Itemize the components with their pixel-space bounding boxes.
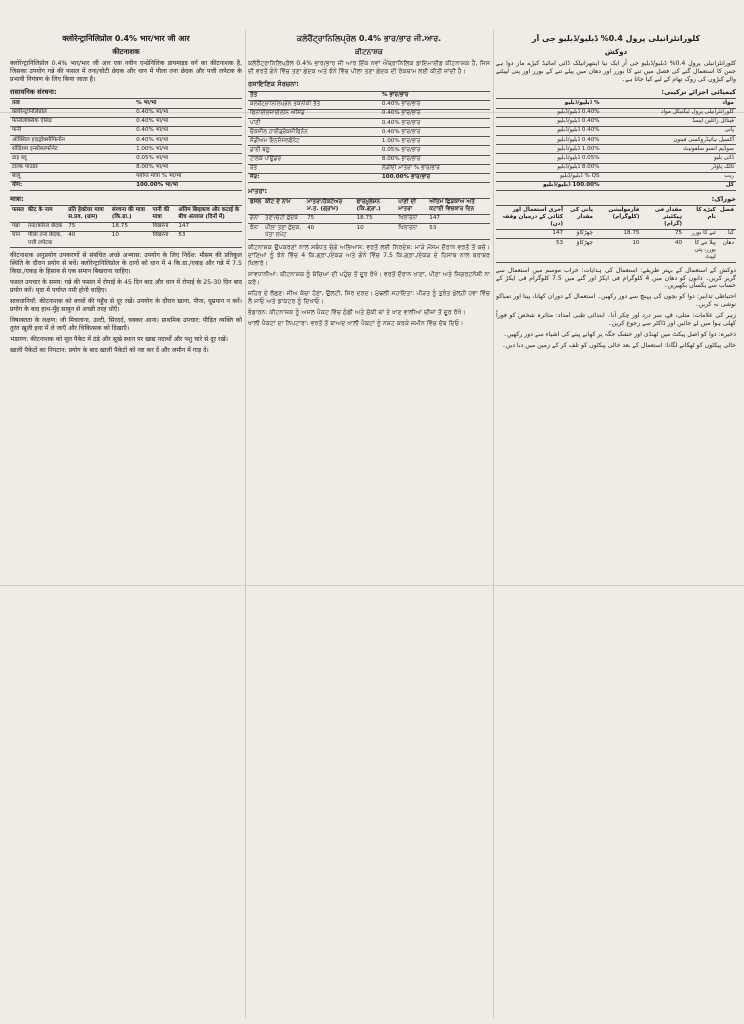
table-header-cell: ਮਾਤਰਾ/ਹੈਕਟੇਅਰ ਮ.ਤ. (ਗ੍ਰਾਮ) [305, 198, 355, 214]
table-header-cell: अंतिम छिड़काव और कटाई के बीच अंतराल (दिनों में) [176, 206, 242, 222]
table-row [248, 137, 490, 146]
table-cell: 0.40% ڈبلیو/ڈبلیو [496, 136, 602, 145]
table-cell: ਫਿਨਾਈਲਜ਼ਾਈਲੀਨ ਐਸਿਡ [248, 109, 380, 118]
table-cell: 0.05% ڈبلیو/ڈبلیو [496, 154, 602, 163]
table-cell: 0.40% भा/भा [134, 117, 242, 126]
table-row [10, 222, 242, 231]
body-paragraph: ذخیرہ: دوا کو اصل پیکٹ میں ٹھنڈی اور خشک جگہ پر کھانے پینے کی اشیاء سے دور رکھیں۔ [503, 331, 736, 339]
table-cell: 0.05% ਭਾਰ/ਭਾਰ [380, 146, 490, 155]
table-header-cell: مقدار فی ہیکٹیئر (گرام) [641, 206, 684, 229]
table-header-cell: فصل [718, 206, 736, 229]
table-row [248, 224, 490, 240]
table-row [10, 145, 242, 154]
table-cell: 75 [305, 214, 355, 223]
table-row [496, 239, 736, 262]
table-row [10, 154, 242, 163]
body-paragraph: कीटनाशक अनुप्रयोग उपकरणों से संबंधित अच्छे अभ्यास: उपयोग के लिए निर्देश: मौसम की प्रतिकूल स्थिति के दौरान प्रयोग से बचें। क्लोरेन्ट्रानिलिप्रोल के दानों को धान में 4 कि.ग्रा./एकड़ और गन्ने में 7.5 किग्रा./एकड़ के हिसाब से एक समान बिखराना चाहिए। [10, 252, 242, 276]
table-header-row [248, 91, 490, 100]
table-cell: ٹالک پاؤڈر [602, 163, 736, 172]
body-paragraph: ਖਾਲੀ ਪੈਕਟਾਂ ਦਾ ਨਿਪਟਾਰਾ: ਵਰਤੋਂ ਤੋਂ ਬਾਅਦ ਖਾਲੀ ਪੈਕਟਾਂ ਨੂੰ ਨਸ਼ਟ ਕਰਕੇ ਜ਼ਮੀਨ ਵਿੱਚ ਦੱਬ ਦਿਓ। [248, 319, 464, 327]
table-header-row [496, 99, 736, 108]
table-header-cell: % भा/भा [134, 99, 242, 108]
table-cell: 75 [66, 222, 110, 231]
table-cell: 0.05% भा/भा [134, 154, 242, 163]
table-row [496, 172, 736, 181]
table-cell: क्लोरेन्ट्रानिलिप्रोल [10, 108, 134, 117]
table-header-cell: ਤੱਤ [248, 91, 380, 100]
body-paragraph: دوکش کے استعمال کے بہتر طریقے: استعمال کی ہدایات: خراب موسم میں استعمال سے گریز کریں۔ دانوں کو دھان میں 4 کلوگرام فی ایکڑ اور گنے میں 7.5 کلوگرام فی ایکڑ کے حساب سے یکساں بکھیریں۔ [496, 266, 736, 290]
punjabi-column [248, 34, 490, 1018]
table-header-cell: फसल [10, 206, 26, 222]
body-paragraph: विषाक्तता के लक्षण: जी मिचलाना, उल्टी, सिरदर्द, चक्कर आना। प्राथमिक उपचार: पीड़ित व्यक्ति को तुरंत खुली हवा में ले जाएँ और चिकित्सक को दिखाएँ। [10, 316, 242, 332]
table-cell: 0.40% ڈبلیو/ڈبلیو [496, 117, 602, 126]
table-cell: बालू [10, 172, 134, 181]
column-title: क्लोरेन्ट्रानिलिप्रोल 0.4% भार/भार जी आर [62, 34, 190, 43]
table-cell: ਗੰਨਾ [248, 214, 263, 223]
table-header-cell: ਅੰਤਿਮ ਛਿੜਕਾਅ ਅਤੇ ਕਟਾਈ ਵਿਚਕਾਰ ਦਿਨ [427, 198, 490, 214]
table-cell: 8.00% भा/भा [134, 163, 242, 172]
column-divider [493, 30, 494, 1018]
body-paragraph: सावधानियाँ: कीटनाशक को बच्चों की पहुँच से दूर रखें। उपयोग के दौरान खाना, पीना, धूम्रपान न करें। प्रयोग के बाद हाथ-मुँह साबुन से अच्छी तरह धोएँ। [10, 297, 242, 313]
column-subtitle: دوکش [604, 47, 628, 56]
dosage-table [248, 198, 490, 241]
table-header-cell: संरचना की मात्रा (कि.ग्रा.) [110, 206, 151, 222]
body-paragraph: زہر کی علامات: متلی، قے، سر درد اور چکر آنا۔ ابتدائی طبی امداد: متاثرہ شخص کو فوراً کھلی ہوا میں لے جائیں اور ڈاکٹر سے رجوع کریں۔ [496, 312, 736, 328]
table-row [248, 119, 490, 128]
table-cell: 0.40% ਭਾਰ/ਭਾਰ [380, 128, 490, 137]
table-cell: ਸੋਡੀਅਮ ਇਨਸੋਸਲਫੋਨੇਟ [248, 137, 380, 146]
table-cell: पर्याप्त मात्रा % भा/भा [134, 172, 242, 181]
table-cell: 147 [176, 222, 242, 231]
table-cell: 40 [305, 224, 355, 240]
table-cell: ਖਿਲਾਰਨਾ [396, 214, 427, 223]
table-row [496, 108, 736, 117]
table-total-row [248, 173, 490, 182]
table-cell: 147 [427, 214, 490, 223]
table-header-cell: ਪਾਣੀ ਦੀ ਮਾਤਰਾ [396, 198, 427, 214]
table-cell: 40 [641, 239, 684, 262]
body-paragraph: ਕੀਟਨਾਸ਼ਕ ਉਪਕਰਣਾਂ ਨਾਲ ਸਬੰਧਤ ਚੰਗੇ ਅਭਿਆਸ: ਵਰਤੋਂ ਲਈ ਨਿਰਦੇਸ਼: ਮਾੜੇ ਮੌਸਮ ਦੌਰਾਨ ਵਰਤੋਂ ਤੋਂ ਬਚੋ। ਦਾਣਿਆਂ ਨੂੰ ਝੋਨੇ ਵਿੱਚ 4 ਕਿ.ਗ੍ਰਾ./ਏਕੜ ਅਤੇ ਗੰਨੇ ਵਿੱਚ 7.5 ਕਿ.ਗ੍ਰਾ./ਏਕੜ ਦੇ ਹਿਸਾਬ ਨਾਲ ਬਰਾਬਰ ਖਿਲਾਰੋ। [248, 244, 490, 268]
table-row [496, 126, 736, 135]
table-cell: 40 [66, 231, 110, 247]
intro-paragraph: ਕਲੋਰੈਂਟ੍ਰਾਨਿਲਿਪ੍ਰੋਲ 0.4% ਭਾਰ/ਭਾਰ ਜੀ ਆਰ ਇੱਕ ਨਵਾਂ ਐਂਥ੍ਰਾਨਿਲਿਕ ਡਾਇਮਾਈਡ ਕੀਟਨਾਸ਼ਕ ਹੈ, ਜਿਸ ਦੀ ਵਰਤੋਂ ਗੰਨੇ ਵਿੱਚ ਤਣਾ ਛੇਦਕ ਅਤੇ ਝੋਨੇ ਵਿੱਚ ਪੀਲਾ ਤਣਾ ਛੇਦਕ ਦੀ ਰੋਕਥਾਮ ਲਈ ਕੀਤੀ ਜਾਂਦੀ ਹੈ। [248, 60, 490, 76]
hindi-column [10, 34, 242, 1018]
table-cell: 0.40% ਭਾਰ/ਭਾਰ [380, 109, 490, 118]
table-cell: ریت [602, 172, 736, 181]
table-cell: फेनिलिक्सिक ऐसिड [10, 117, 134, 126]
table-header-cell: مواد [602, 99, 736, 108]
table-cell: 100.00% ڈبلیو/ڈبلیو [496, 181, 602, 190]
table-cell: विखरना [151, 231, 177, 247]
table-cell: 0.40% भा/भा [134, 126, 242, 135]
table-cell: 10 [110, 231, 151, 247]
table-header-cell: कीट के नाम [26, 206, 66, 222]
table-cell: योग: [10, 181, 134, 190]
table-cell: ਡਾਈ ਬਲੂ [248, 146, 380, 155]
table-cell: ਤਣਾ/ਚੋਟੀ ਛੇਦਕ [263, 214, 305, 223]
composition-heading: रासायनिक संरचना: [10, 88, 57, 97]
table-row [10, 136, 242, 145]
table-cell: 10 [355, 224, 397, 240]
table-cell: ਰੇਤ [248, 164, 380, 173]
table-cell: ਕਲੋਰੈਂਟ੍ਰਾਨਿਲਿਪ੍ਰੋਲ ਤਕਨੀਕੀ ਤੱਤ [248, 100, 380, 109]
table-header-cell: پانی کی مقدار [565, 206, 595, 229]
body-paragraph: खाली पैकेटों का निपटान: प्रयोग के बाद खाली पैकेटों को नष्ट कर दें और जमीन में गाड़ दें। [10, 346, 209, 354]
table-header-cell: آخری استعمال اور کٹائی کے درمیان وقفہ (دن) [496, 206, 565, 229]
table-row [10, 231, 242, 247]
table-row [248, 100, 490, 109]
table-cell: ਓਕਸੀਲ ਹਾਈਡ੍ਰੋਕਸੀਫਿਨੋਨ [248, 128, 380, 137]
composition-heading: کیمیائی اجزائے ترکیبی: [661, 88, 736, 97]
table-header-cell: प्रति हेक्टेयर मात्रा स.प्रव. (ग्राम) [66, 206, 110, 222]
dosage-heading: मात्रा: [10, 195, 24, 204]
table-row [10, 126, 242, 135]
composition-table [496, 98, 736, 191]
dosage-table [496, 205, 736, 262]
body-paragraph: ਜ਼ਹਿਰ ਦੇ ਲੱਛਣ: ਜੀਅ ਕੱਚਾ ਹੋਣਾ, ਉਲਟੀ, ਸਿਰ ਦਰਦ। ਮੁੱਢਲੀ ਸਹਾਇਤਾ: ਪੀੜਤ ਨੂੰ ਤੁਰੰਤ ਖੁੱਲ੍ਹੀ ਹਵਾ ਵਿੱਚ ਲੈ ਜਾਓ ਅਤੇ ਡਾਕਟਰ ਨੂੰ ਦਿਖਾਓ। [248, 290, 490, 305]
table-cell: 0.40% ڈبلیو/ڈبلیو [496, 108, 602, 117]
table-cell: چھڑکاؤ [565, 229, 595, 238]
table-row [248, 146, 490, 155]
table-cell: گنا [718, 229, 736, 238]
table-cell: 18.75 [595, 229, 642, 238]
table-cell: 0.40% ਭਾਰ/ਭਾਰ [380, 100, 490, 109]
dosage-heading: ਮਾਤਰਾ: [248, 187, 268, 196]
table-cell: ਖਿਲਾਰਨਾ [396, 224, 427, 240]
table-cell: پانی [602, 126, 736, 135]
dosage-table [10, 205, 242, 248]
table-cell: 147 [496, 229, 565, 238]
table-header-row [10, 99, 242, 108]
table-cell: 53 [427, 224, 490, 240]
table-cell: سوڈیم انسو سلفونیٹ [602, 145, 736, 154]
table-cell: ਲੋੜੀਂਦੀ ਮਾਤਰਾ % ਭਾਰ/ਭਾਰ [380, 164, 490, 173]
table-row [10, 108, 242, 117]
body-paragraph: भंडारण: कीटनाशक को मूल पैकेट में ठंडे और सूखे स्थान पर खाद्य पदार्थों और पशु चारे से दूर रखें। [10, 335, 228, 343]
table-row [496, 136, 736, 145]
table-cell: ਪੀਲਾ ਤਣਾ ਛੇਦਕ, ਪੱਤਾ ਲਪੇਟ [263, 224, 305, 240]
column-title: کلورانٹرانیلی پرول 0.4% ڈبلیو/ڈبلیو جی آر [531, 34, 701, 43]
table-header-row [10, 206, 242, 222]
table-header-cell: पानी की मात्रा [151, 206, 177, 222]
body-paragraph: फसल उपचार के समय: गन्ने की फसल में रोपाई के 45 दिन बाद और धान में रोपाई के 25-30 दिन बाद प्रयोग करें। मृदा में पर्याप्त नमी होनी चाहिए। [10, 279, 242, 294]
table-header-cell: तत्व [10, 99, 134, 108]
table-cell: 0.40% ਭਾਰ/ਭਾਰ [380, 119, 490, 128]
table-row [10, 163, 242, 172]
composition-heading: ਰਸਾਇਣਿਕ ਸੰਰਚਨਾ: [248, 80, 299, 89]
table-cell: آکسیل ہائیڈروکسی فینون [602, 136, 736, 145]
table-cell: دھان [718, 239, 736, 262]
table-cell: چھڑکاؤ [565, 239, 595, 262]
body-paragraph: خالی پیکٹوں کو ٹھکانے لگانا: استعمال کے بعد خالی پیکٹوں کو تلف کر کے زمین میں دبا دیں۔ [502, 342, 736, 350]
table-cell: ਝੋਨਾ [248, 224, 263, 240]
table-cell: 10 [595, 239, 642, 262]
table-header-cell: فارمولیشن (کلوگرام) [595, 206, 642, 229]
table-cell: सोडियम इन्सोसल्फोनेट [10, 145, 134, 154]
table-cell: ऑक्सिल हाइड्रोक्सीफिनोन [10, 136, 134, 145]
column-divider [245, 30, 246, 1018]
table-cell: 75 [641, 229, 684, 238]
table-cell: ਜੋੜ: [248, 173, 380, 182]
table-row [496, 145, 736, 154]
table-cell: टाल्क पाउडर [10, 163, 134, 172]
table-cell: पानी [10, 126, 134, 135]
table-cell: 0.40% ڈبلیو/ڈبلیو [496, 126, 602, 135]
body-paragraph: احتیاطی تدابیر: دوا کو بچوں کی پہنچ سے دور رکھیں۔ استعمال کے دوران کھانا، پینا اور تمباکو نوشی نہ کریں۔ [496, 293, 736, 309]
urdu-column [496, 34, 736, 1018]
table-row [248, 214, 490, 223]
table-cell: 18.75 [110, 222, 151, 231]
table-cell: 8.00% ڈبلیو/ڈبلیو [496, 163, 602, 172]
composition-table [248, 91, 490, 184]
table-header-cell: کیڑے کا نام [684, 206, 718, 229]
table-cell: 0.40% भा/भा [134, 136, 242, 145]
table-cell: تنے کا بورر [684, 229, 718, 238]
dosage-heading: خوراک: [711, 195, 736, 204]
table-cell: 53 [176, 231, 242, 247]
table-header-row [248, 198, 490, 214]
table-row [248, 155, 490, 164]
table-cell: 0.40% भा/भा [134, 108, 242, 117]
table-row [10, 117, 242, 126]
table-cell: کل [602, 181, 736, 190]
column-subtitle: कीटनाशक [112, 47, 140, 56]
table-cell: तना/कोरल छेदक [26, 222, 66, 231]
composition-table [10, 98, 242, 191]
table-cell: کلورانٹرانیلی پرول ٹیکنیکل مواد [602, 108, 736, 117]
table-cell: 100.00% भा/भा [134, 181, 242, 190]
table-cell: 1.00% भा/भा [134, 145, 242, 154]
table-cell: पीला तना छेदक, पत्ती लपेटक [26, 231, 66, 247]
table-header-cell: % ڈبلیو/ڈبلیو [496, 99, 602, 108]
table-row [496, 229, 736, 238]
table-header-cell: ਫਸਲ [248, 198, 263, 214]
table-cell: 8.00% ਭਾਰ/ਭਾਰ [380, 155, 490, 164]
table-row [248, 109, 490, 118]
table-row [496, 154, 736, 163]
table-cell: 18.75 [355, 214, 397, 223]
table-header-cell: % ਭਾਰ/ਭਾਰ [380, 91, 490, 100]
table-cell: गन्ना [10, 222, 26, 231]
table-cell: 1.00% ڈبلیو/ڈبلیو [496, 145, 602, 154]
table-cell: QS % ڈبلیو/ڈبلیو [496, 172, 602, 181]
table-header-cell: ਕੀਟ ਦੇ ਨਾਮ [263, 198, 305, 214]
table-row [496, 117, 736, 126]
table-header-row [496, 206, 736, 229]
table-header-cell: ਫਾਰਮੂਲੇਸ਼ਨ (ਕਿ.ਗ੍ਰਾ.) [355, 198, 397, 214]
table-cell: डाइ ब्लू [10, 154, 134, 163]
table-cell: ਟਾਲਕ ਪਾਊਡਰ [248, 155, 380, 164]
table-cell: 100.00% ਭਾਰ/ਭਾਰ [380, 173, 490, 182]
intro-paragraph: क्लोरेन्ट्रानिलिप्रोल 0.4% भार/भार जी आर एक नवीन एन्थ्रेनिलिक डायमाइड वर्ग का कीटनाशक है, जिसका उपयोग गन्ने की फसल में तना/चोटी छेदक और धान में पीला तना छेदक और पत्ती लपेटक के प्रभावी नियंत्रण के लिए किया जाता है। [10, 60, 242, 84]
table-row [248, 128, 490, 137]
body-paragraph: ਸਾਵਧਾਨੀਆਂ: ਕੀਟਨਾਸ਼ਕ ਨੂੰ ਬੱਚਿਆਂ ਦੀ ਪਹੁੰਚ ਤੋਂ ਦੂਰ ਰੱਖੋ। ਵਰਤੋਂ ਦੌਰਾਨ ਖਾਣਾ, ਪੀਣਾ ਅਤੇ ਸਿਗਰਟਨੋਸ਼ੀ ਨਾ ਕਰੋ। [248, 271, 490, 287]
table-cell: विखरना [151, 222, 177, 231]
table-cell: ਪਾਣੀ [248, 119, 380, 128]
column-subtitle: ਕੀਟਨਾਸ਼ਕ [355, 47, 383, 56]
table-cell: 53 [496, 239, 565, 262]
intro-paragraph: کلورانٹرانیلی پرول 0.4% ڈبلیو/ڈبلیو جی آر ایک نیا اینتھرانیلک ڈائی امائیڈ کیڑے مار دوا ہے جس کا استعمال گنے کی فصل میں تنے کا بورر اور دھان میں پیلے تنے کے بورر اور پتی لپیٹنے والے کیڑوں کی روک تھام کے لیے کیا جاتا ہے۔ [496, 60, 736, 84]
table-row [248, 164, 490, 173]
table-cell: धान [10, 231, 26, 247]
table-cell: فینائل زائلین ایسڈ [602, 117, 736, 126]
table-cell: 1.00% ਭਾਰ/ਭਾਰ [380, 137, 490, 146]
column-title: ਕਲੋਰੈਂਟ੍ਰਾਨਿਲਿਪ੍ਰੋਲ 0.4% ਭਾਰ/ਭਾਰ ਜੀ.ਆਰ. [296, 34, 442, 43]
table-row [496, 163, 736, 172]
table-cell: پیلا تنے کا بورر، پتی لپیٹ [684, 239, 718, 262]
table-total-row [10, 181, 242, 190]
body-paragraph: ਭੰਡਾਰਨ: ਕੀਟਨਾਸ਼ਕ ਨੂੰ ਅਸਲ ਪੈਕਟ ਵਿੱਚ ਠੰਡੀ ਅਤੇ ਸੁੱਕੀ ਥਾਂ ਤੇ ਖਾਣ ਵਾਲੀਆਂ ਚੀਜ਼ਾਂ ਤੋਂ ਦੂਰ ਰੱਖੋ। [248, 308, 466, 316]
table-cell: ڈائی بلیو [602, 154, 736, 163]
table-row [10, 172, 242, 181]
table-total-row [496, 181, 736, 190]
